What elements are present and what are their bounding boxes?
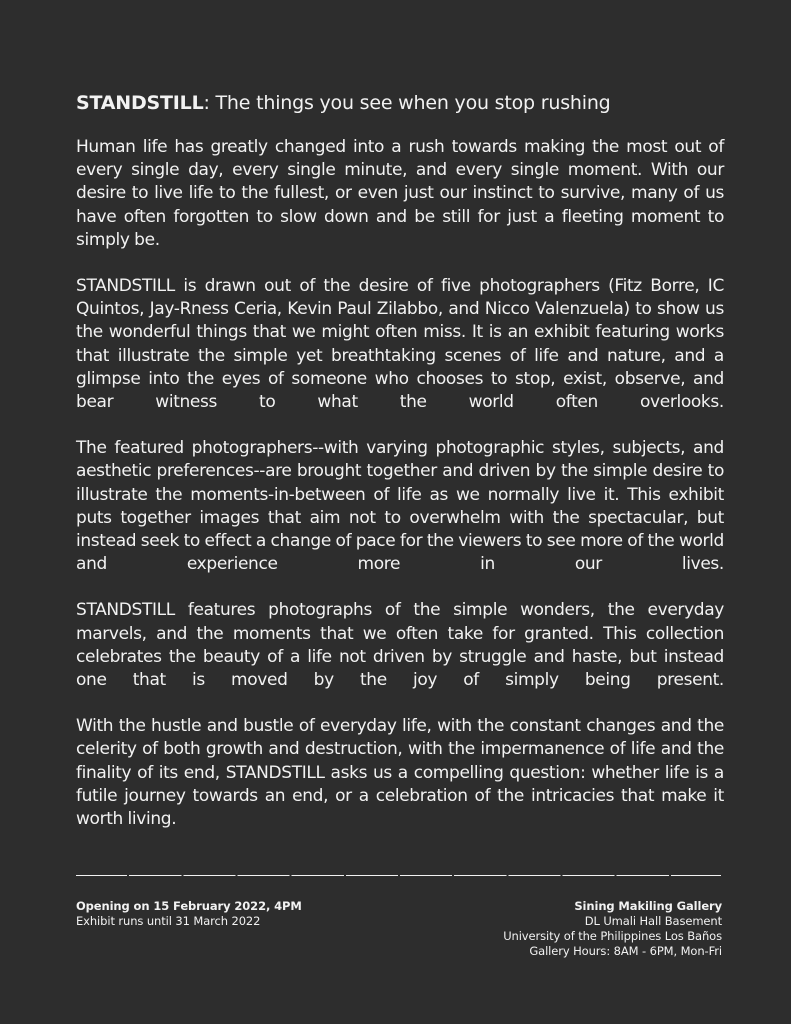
document-title [76, 90, 724, 116]
paragraph-intro: Human life has greatly changed into a rush towards making the most out of every single day, every single minute, and every single moment. With our desire to live life to the fullest, or even just our instinct to survive, many of us have often forgotten to slow down and be still for just a fleeting moment to simply be. [76, 137, 724, 250]
title-brand: STANDSTILL [76, 92, 204, 114]
venue-info [503, 899, 722, 959]
opening-date: Opening on 15 February 2022, 4PM [76, 899, 302, 913]
gallery-hours: Gallery Hours: 8AM - 6PM, Mon-Fri [529, 944, 722, 958]
paragraph-closing: With the hustle and bustle of everyday life, with the constant changes and the celerity of both growth and destruction, with the impermanence of life and the finality of its end, STANDSTILL asks us a compelling question: whether life is a futile journey towards an end, or a celebration of the intricacies that make it worth living. [76, 716, 724, 830]
paragraph-featured: The featured photographers--with varying photographic styles, subjects, and aesthetic preferences--are brought together and driven by the simple desire to illustrate the moments-in-between of life as we normally live it. This exhibit puts together images that aim not to overwhelm with the spectacular, but instead seek to effect a change of pace for the viewers to see more of the world and experience more in our lives. [76, 438, 724, 575]
exhibit-description [76, 90, 724, 854]
title-subtitle: : The things you see when you stop rushing [203, 92, 611, 114]
venue-location: DL Umali Hall Basement [584, 914, 722, 928]
paragraph-photographers: STANDSTILL is drawn out of the desire of five photographers (Fitz Borre, IC Quintos, Jay-Rness Ceria, Kevin Paul Zilabbo, and Nicco Valenzuela) to show us the wonderful things that we might often miss. It is an exhibit featuring works that illustrate the simple yet breathtaking scenes of life and nature, and a glimpse into the eyes of someone who chooses to stop, exist, observe, and bear witness to what the world often overlooks. [76, 276, 724, 413]
footer-divider [76, 875, 721, 876]
venue-institution: University of the Philippines Los Baños [503, 929, 722, 943]
venue-name: Sining Makiling Gallery [574, 899, 722, 913]
run-until-date: Exhibit runs until 31 March 2022 [76, 914, 261, 928]
paragraph-features: STANDSTILL features photographs of the simple wonders, the everyday marvels, and the moments that we often take for granted. This collection celebrates the beauty of a life not driven by struggle and haste, but instead one that is moved by the joy of simply being present. [76, 600, 724, 691]
event-dates [76, 899, 302, 929]
